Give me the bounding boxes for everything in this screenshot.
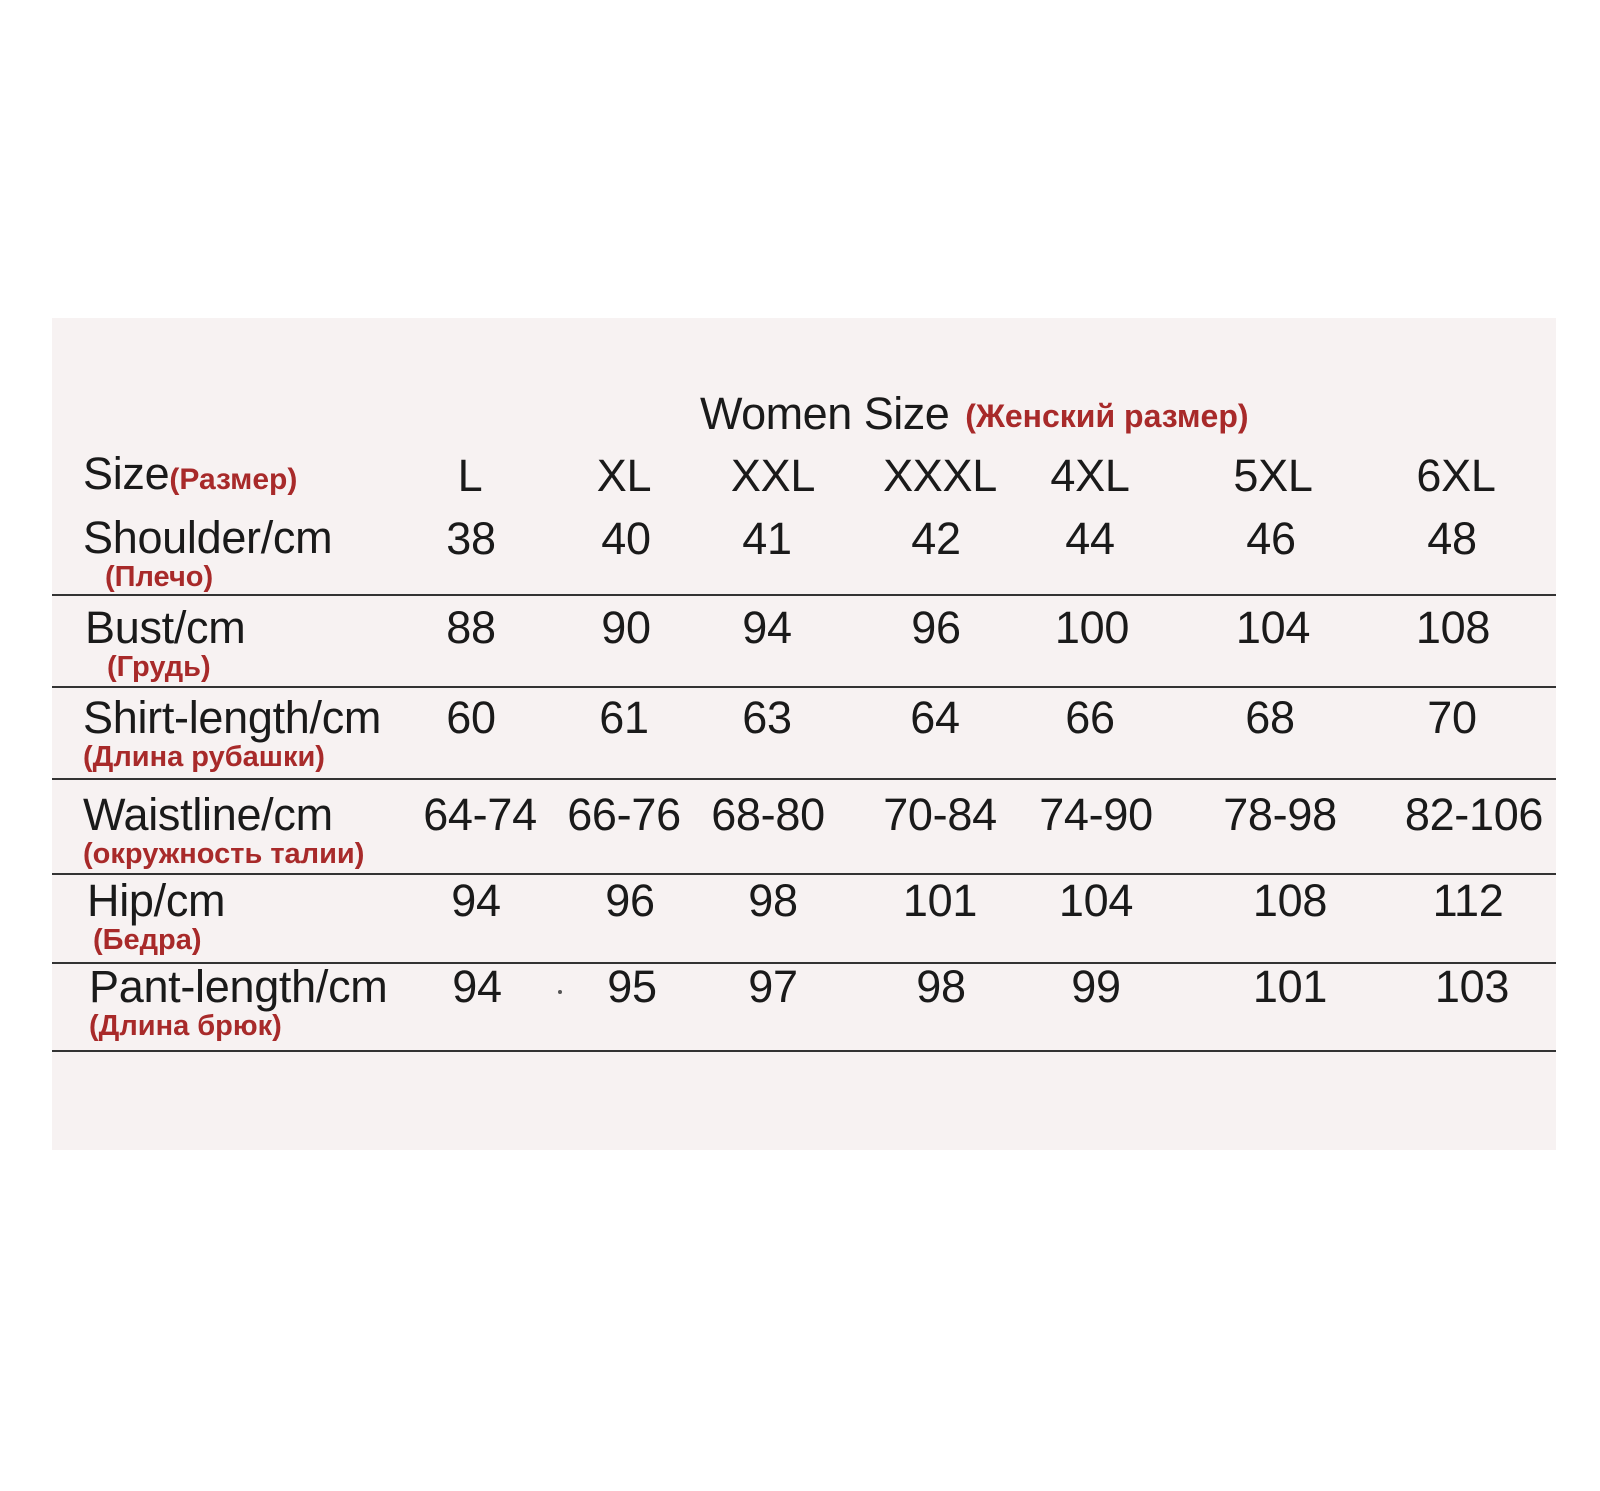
table-cell: 97 [748, 961, 798, 1012]
row-divider [52, 594, 1556, 596]
table-cell: 70 [1427, 692, 1477, 743]
table-cell: 82-106 [1404, 789, 1544, 840]
table-cell: 108 [1252, 875, 1328, 926]
table-cell: 101 [902, 875, 978, 926]
table-cell: 44 [1065, 513, 1115, 564]
table-cell: 66-76 [567, 789, 681, 840]
table-cell: 66 [1065, 692, 1115, 743]
table-cell: 68-80 [711, 789, 825, 840]
row-label-en: Waistline/cm [83, 789, 333, 840]
chart-title [700, 388, 1249, 440]
row-label-en: Hip/cm [87, 875, 226, 926]
table-cell: 94 [742, 602, 792, 653]
table-cell: 90 [601, 602, 651, 653]
table-cell: 112 [1432, 875, 1504, 926]
row-divider [52, 778, 1556, 780]
table-cell: 70-84 [883, 789, 997, 840]
table-cell: 88 [446, 602, 496, 653]
size-header-cell: XXXL [883, 450, 997, 501]
size-header-label [83, 450, 297, 498]
table-cell: 60 [446, 692, 496, 743]
row-label-shirt-length [83, 694, 381, 772]
size-header-cell: 4XL [1050, 450, 1130, 501]
table-cell: 100 [1054, 602, 1130, 653]
table-cell: 104 [1235, 602, 1311, 653]
row-label-hip [87, 877, 225, 955]
table-cell: 74-90 [1039, 789, 1153, 840]
table-cell: 48 [1427, 513, 1477, 564]
row-label-en: Shirt-length/cm [83, 692, 382, 743]
row-label-shoulder [83, 514, 332, 592]
row-label-waistline [83, 791, 364, 869]
size-header-cell: XXL [730, 450, 816, 501]
table-cell: 96 [911, 602, 961, 653]
row-label-ru: (Длина брюк) [89, 1010, 282, 1042]
table-cell: 95 [607, 961, 657, 1012]
table-cell: 104 [1058, 875, 1134, 926]
size-header-label-en: Size [83, 448, 170, 499]
table-cell: 63 [742, 692, 792, 743]
chart-title-en: Women Size [700, 388, 950, 439]
table-cell: 41 [742, 513, 792, 564]
table-cell: 108 [1415, 602, 1491, 653]
table-cell: 61 [599, 692, 649, 743]
table-cell: 101 [1252, 961, 1328, 1012]
row-label-en: Bust/cm [85, 602, 246, 653]
row-divider [52, 873, 1556, 875]
row-label-ru: (Грудь) [107, 651, 211, 683]
table-cell: 96 [605, 875, 655, 926]
table-cell: 46 [1246, 513, 1296, 564]
table-cell: 64-74 [423, 789, 537, 840]
size-header-cell: 6XL [1416, 450, 1496, 501]
row-label-ru: (Длина рубашки) [83, 741, 325, 773]
row-divider [52, 686, 1556, 688]
table-cell: 64 [910, 692, 960, 743]
table-cell: 38 [446, 513, 496, 564]
table-cell: 98 [748, 875, 798, 926]
row-label-ru: (Бедра) [93, 924, 202, 956]
table-cell: 40 [601, 513, 651, 564]
table-cell: 68 [1245, 692, 1295, 743]
chart-title-ru: (Женский размер) [965, 398, 1249, 434]
table-cell: 103 [1434, 961, 1510, 1012]
row-divider [52, 1050, 1556, 1052]
row-label-en: Shoulder/cm [83, 512, 333, 563]
table-cell: 94 [452, 961, 502, 1012]
table-cell: 99 [1071, 961, 1121, 1012]
size-header-label-ru: (Размер) [169, 463, 298, 496]
row-label-pant-length [89, 963, 387, 1041]
table-cell: 94 [451, 875, 501, 926]
table-cell: 98 [916, 961, 966, 1012]
row-label-bust [85, 604, 245, 682]
size-header-cell: 5XL [1233, 450, 1313, 501]
size-header-cell: L [457, 450, 483, 501]
row-label-ru: (окружность талии) [83, 838, 365, 870]
row-label-ru: (Плечо) [105, 561, 214, 593]
table-cell: 78-98 [1223, 789, 1337, 840]
table-cell: 42 [911, 513, 961, 564]
size-header-cell: XL [596, 450, 652, 501]
stray-dot [558, 990, 562, 994]
row-label-en: Pant-length/cm [89, 961, 388, 1012]
